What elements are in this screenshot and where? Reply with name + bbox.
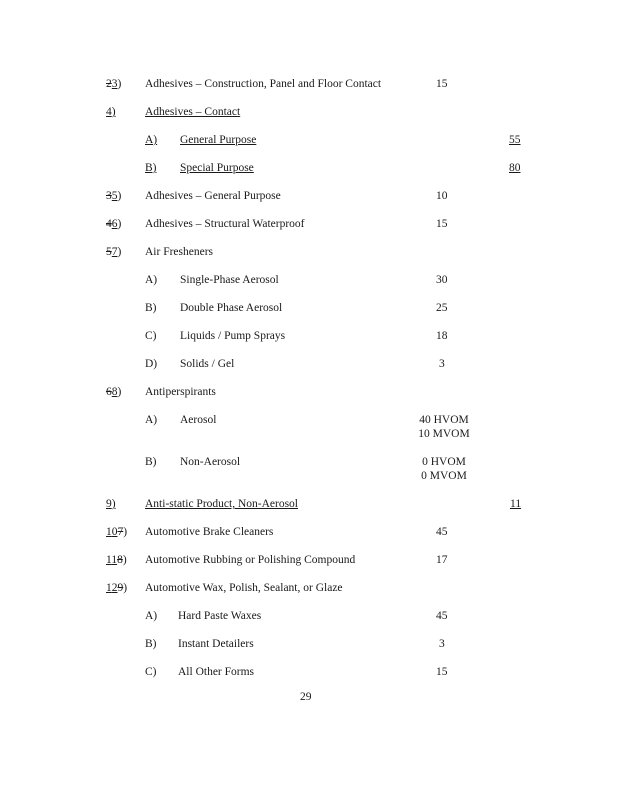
item-letter: B) (145, 456, 157, 468)
list-item (0, 216, 619, 232)
item-value: 80 (509, 162, 521, 174)
list-item (0, 76, 619, 92)
item-value: 55 (509, 134, 521, 146)
item-label: Double Phase Aerosol (180, 302, 283, 314)
list-item (0, 328, 619, 344)
list-item (0, 356, 619, 372)
item-label: Automotive Rubbing or Polishing Compound (145, 554, 356, 566)
item-label: Automotive Brake Cleaners (145, 526, 274, 538)
list-item (0, 454, 619, 482)
item-value: 3 (439, 638, 445, 650)
item-number: 68) (106, 386, 122, 398)
list-item (0, 160, 619, 176)
item-label: Special Purpose (180, 162, 254, 174)
item-label: Single-Phase Aerosol (180, 274, 279, 286)
list-item (0, 132, 619, 148)
item-label: Non-Aerosol (180, 456, 241, 468)
item-value: 18 (436, 330, 448, 342)
item-value-stack (417, 413, 471, 441)
item-value: 45 (436, 526, 448, 538)
item-number: 46) (106, 218, 122, 230)
item-letter: C) (145, 330, 157, 342)
item-value: 45 (436, 610, 448, 622)
list-item (0, 300, 619, 316)
item-label: Adhesives – Structural Waterproof (145, 218, 305, 230)
item-label: Anti-static Product, Non-Aerosol (145, 498, 298, 510)
item-letter: A) (145, 274, 158, 286)
item-value: 15 (436, 218, 448, 230)
list-item (0, 244, 619, 260)
item-value-hvom: 0 HVOM (422, 456, 466, 468)
list-item (0, 384, 619, 400)
item-value: 11 (510, 498, 522, 510)
item-letter: C) (145, 666, 157, 678)
item-letter: A) (145, 134, 158, 146)
item-label: Liquids / Pump Sprays (180, 330, 286, 342)
item-number: 23) (106, 78, 122, 90)
item-number: 107) (106, 526, 128, 538)
list-item (0, 664, 619, 680)
item-label: Adhesives – General Purpose (145, 190, 281, 202)
item-value: 17 (436, 554, 448, 566)
item-number: 129) (106, 582, 128, 594)
item-letter: B) (145, 638, 157, 650)
item-label: Air Fresheners (145, 246, 214, 258)
list-item (0, 580, 619, 596)
item-letter: B) (145, 162, 157, 174)
item-value-stack (417, 455, 471, 483)
list-item (0, 524, 619, 540)
item-number: 118) (106, 554, 127, 566)
list-item (0, 188, 619, 204)
item-label: General Purpose (180, 134, 257, 146)
item-number: 9) (106, 498, 116, 510)
item-label: Solids / Gel (180, 358, 235, 370)
item-value-mvom: 0 MVOM (421, 470, 467, 482)
item-label: Adhesives – Contact (145, 106, 241, 118)
list-item (0, 496, 619, 512)
item-value: 30 (436, 274, 448, 286)
item-label: Instant Detailers (178, 638, 254, 650)
item-label: Antiperspirants (145, 386, 216, 398)
list-item (0, 552, 619, 568)
item-value-hvom: 40 HVOM (419, 414, 469, 426)
item-letter: A) (145, 414, 158, 426)
item-value: 10 (436, 190, 448, 202)
item-number: 35) (106, 190, 122, 202)
item-value: 15 (436, 78, 448, 90)
item-number: 57) (106, 246, 122, 258)
list-item (0, 104, 619, 120)
item-letter: B) (145, 302, 157, 314)
list-item (0, 636, 619, 652)
item-value-mvom: 10 MVOM (418, 428, 470, 440)
item-letter: A) (145, 610, 158, 622)
item-label: Automotive Wax, Polish, Sealant, or Glaze (145, 582, 343, 594)
item-value: 3 (439, 358, 445, 370)
item-letter: D) (145, 358, 158, 370)
list-item (0, 272, 619, 288)
list-item (0, 412, 619, 440)
item-label: All Other Forms (178, 666, 255, 678)
item-label: Hard Paste Waxes (178, 610, 262, 622)
item-value: 15 (436, 666, 448, 678)
item-label: Adhesives – Construction, Panel and Floor Contact (145, 78, 382, 90)
item-label: Aerosol (180, 414, 217, 426)
list-item (0, 608, 619, 624)
item-number: 4) (106, 106, 116, 118)
page-number: 29 (300, 691, 312, 703)
item-value: 25 (436, 302, 448, 314)
